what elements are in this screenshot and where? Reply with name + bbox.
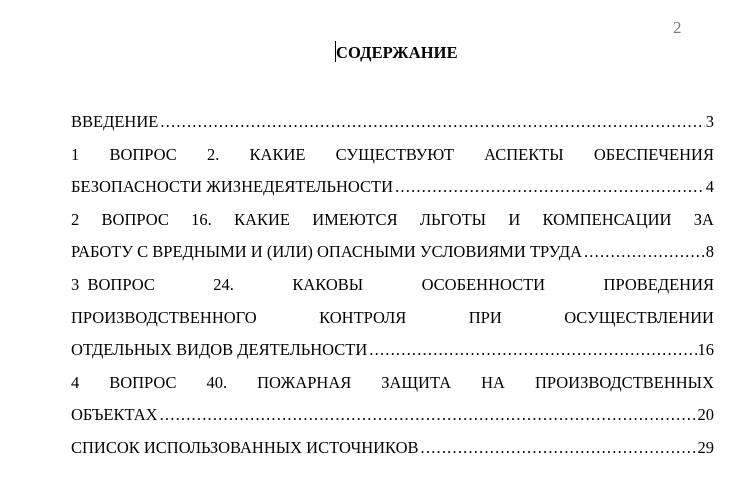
toc-entry-question-1-line-2[interactable] xyxy=(71,171,714,204)
toc-entry-question-4-line-2[interactable] xyxy=(71,399,714,432)
toc-word: КАКИЕ xyxy=(249,144,306,164)
toc-page-number: 20 xyxy=(697,405,714,425)
toc-page-number: 29 xyxy=(697,437,714,457)
toc-entry-introduction[interactable] xyxy=(71,106,714,139)
toc-word: 3 ВОПРОС xyxy=(71,274,155,294)
toc-entry-question-1-line-1[interactable] xyxy=(71,139,714,172)
toc-word: 2. xyxy=(206,144,220,164)
toc-page-number: 8 xyxy=(705,242,714,262)
toc-entry-question-3-line-3[interactable] xyxy=(71,334,714,367)
toc-word: КОМПЕНСАЦИИ xyxy=(542,209,672,229)
toc-word: ИМЕЮТСЯ xyxy=(312,209,398,229)
toc-word: ЗА xyxy=(693,209,714,229)
toc-entry-references[interactable] xyxy=(71,432,714,465)
dot-leader xyxy=(160,106,704,139)
toc-word: ВОПРОС xyxy=(109,144,177,164)
toc-word: ПРОИЗВОДСТВЕННОГО xyxy=(71,307,257,327)
toc-word: ПОЖАРНАЯ xyxy=(257,372,352,392)
toc-word: ЛЬГОТЫ xyxy=(419,209,487,229)
toc-entry-text: СПИСОК ИСПОЛЬЗОВАННЫХ ИСТОЧНИКОВ xyxy=(71,437,419,457)
toc-word: 40. xyxy=(206,372,228,392)
toc-page-number: 4 xyxy=(705,177,714,197)
toc-word: КОНТРОЛЯ xyxy=(319,307,407,327)
toc-entry-question-3-line-1[interactable] xyxy=(71,269,714,302)
toc-entry-text: ВВЕДЕНИЕ xyxy=(71,112,159,131)
toc-entry-question-2-line-1[interactable] xyxy=(71,204,714,237)
toc-word: ПРИ xyxy=(468,307,502,327)
toc-word: ВОПРОС xyxy=(101,209,169,229)
toc-title[interactable]: СОДЕРЖАНИЕ xyxy=(336,43,458,62)
toc-entry-text: ОТДЕЛЬНЫХ ВИДОВ ДЕЯТЕЛЬНОСТИ xyxy=(71,340,368,360)
toc-entry-text: РАБОТУ С ВРЕДНЫМИ И (ИЛИ) ОПАСНЫМИ УСЛОВИЯМИ ТРУДА xyxy=(71,242,582,262)
toc-word: 2 xyxy=(71,209,80,229)
toc-word: 16. xyxy=(191,209,212,229)
toc-word: 1 xyxy=(71,144,80,164)
dot-leader xyxy=(584,236,705,269)
toc-entry-question-2-line-2[interactable] xyxy=(71,236,714,269)
toc-word: ПРОИЗВОДСТВЕННЫХ xyxy=(534,372,714,392)
toc-word: 24. xyxy=(213,274,234,294)
dot-leader xyxy=(421,432,697,465)
dot-leader xyxy=(160,399,697,432)
toc-entry-text: ОБЪЕКТАХ xyxy=(71,405,158,425)
table-of-contents xyxy=(71,106,714,465)
toc-page-number: 16 xyxy=(697,340,714,360)
toc-word: ОСУЩЕСТВЛЕНИИ xyxy=(564,307,714,327)
toc-word: СУЩЕСТВУЮТ xyxy=(335,144,454,164)
toc-word: И xyxy=(508,209,521,229)
toc-word: АСПЕКТЫ xyxy=(484,144,564,164)
toc-word: ПРОВЕДЕНИЯ xyxy=(603,274,714,294)
toc-word: ВОПРОС xyxy=(109,372,177,392)
toc-word: ОБЕСПЕЧЕНИЯ xyxy=(593,144,714,164)
toc-word: КАКИЕ xyxy=(234,209,290,229)
toc-word: 4 xyxy=(71,372,80,392)
page-number: 2 xyxy=(673,18,682,37)
toc-word: ЗАЩИТА xyxy=(381,372,452,392)
toc-entry-text: БЕЗОПАСНОСТИ ЖИЗНЕДЕЯТЕЛЬНОСТИ xyxy=(71,177,394,197)
toc-word: ОСОБЕННОСТИ xyxy=(421,274,546,294)
dot-leader xyxy=(369,334,696,367)
toc-word: КАКОВЫ xyxy=(292,274,364,294)
toc-word: НА xyxy=(481,372,505,392)
toc-entry-question-4-line-1[interactable] xyxy=(71,367,714,400)
dot-leader xyxy=(395,171,705,204)
toc-entry-question-3-line-2[interactable] xyxy=(71,302,714,335)
toc-page-number: 3 xyxy=(705,112,714,131)
